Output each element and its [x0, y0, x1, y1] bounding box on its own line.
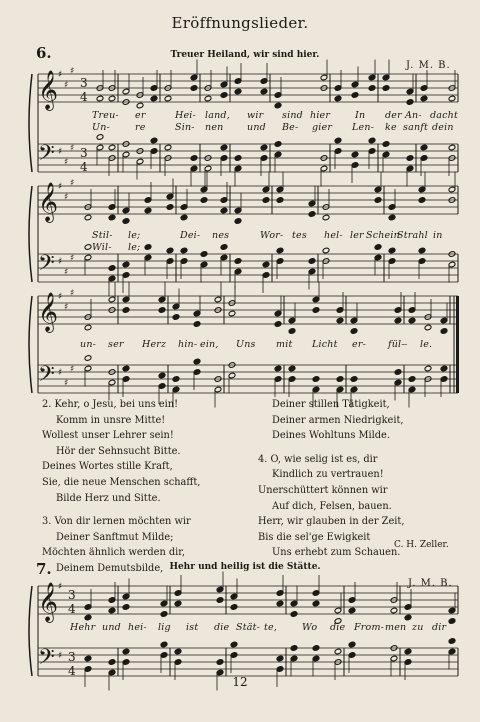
stanza-2: [42, 397, 252, 506]
lyric-syllable: -: [404, 339, 408, 350]
sharp-sign: ♯: [70, 253, 75, 264]
lyric-syllable: Wo: [302, 622, 318, 633]
hymn-title-6: Treuer Heiland, wir sind hier.: [170, 50, 320, 60]
note-head: [440, 365, 448, 372]
note-head-open: [84, 324, 92, 331]
note-head: [448, 638, 456, 645]
note-head: [351, 92, 359, 99]
lyric-syllable: Un-: [92, 122, 110, 133]
treble-clef-icon: 𝄞: [38, 582, 59, 622]
note-head: [368, 137, 376, 144]
note-head: [276, 197, 284, 204]
note-head: [108, 659, 116, 666]
lyric-syllable: Wor-: [260, 230, 284, 241]
note-head: [348, 607, 356, 614]
lyric-syllable: sanft: [403, 122, 428, 133]
lyric-syllable: hin-: [178, 339, 198, 350]
lyric-syllable: From-: [354, 622, 385, 633]
treble-clef-icon: 𝄞: [38, 182, 59, 222]
note-head: [190, 85, 198, 92]
note-head: [122, 365, 130, 372]
lyric-syllable: in: [433, 230, 443, 241]
note-head: [382, 141, 390, 148]
lyric-syllable: ein,: [200, 339, 219, 350]
hymn-title-7: Hehr und heilig ist die Stätte.: [169, 562, 321, 572]
note-head: [274, 141, 282, 148]
note-head: [374, 244, 382, 251]
lyric-syllable: Wil-: [92, 242, 112, 253]
note-head-open: [136, 102, 144, 109]
note-head: [274, 102, 282, 109]
note-head: [234, 258, 242, 265]
system-brace: [29, 296, 32, 393]
bass-clef-icon: 𝄢: [38, 645, 55, 675]
note-head: [193, 358, 201, 365]
sharp-sign: ♯: [58, 257, 63, 267]
note-head: [150, 95, 158, 102]
note-head: [220, 92, 228, 99]
note-head: [160, 641, 168, 648]
stanza-line: Deiner armen Niedrigkeit,: [272, 414, 404, 426]
lyric-syllable: gier: [312, 122, 333, 133]
note-head: [276, 247, 284, 254]
note-head: [122, 307, 130, 314]
lyric-syllable: men: [385, 622, 407, 633]
note-head: [200, 197, 208, 204]
lyric-syllable: In: [355, 110, 366, 121]
note-head: [84, 655, 92, 662]
note-head: [290, 611, 298, 618]
note-head-open: [164, 144, 172, 151]
note-head: [180, 214, 188, 221]
system-brace: [29, 74, 32, 172]
note-head: [408, 317, 416, 324]
lyric-syllable: hier: [310, 110, 331, 121]
note-head: [350, 376, 358, 383]
note-head: [418, 197, 426, 204]
sharp-sign: ♯: [70, 143, 75, 154]
note-head: [220, 207, 228, 214]
note-head: [418, 247, 426, 254]
note-head: [394, 369, 402, 376]
note-head-open: [424, 365, 432, 372]
note-head: [158, 307, 166, 314]
lyric-syllable: hel-: [324, 230, 343, 241]
lyric-syllable: der: [385, 110, 402, 121]
note-head: [216, 659, 224, 666]
sharp-sign: ♯: [70, 288, 75, 299]
note-head: [122, 261, 130, 268]
stanza-line: Hör der Sehnsucht Bitte.: [56, 445, 181, 457]
sharp-sign: ♯: [58, 147, 63, 157]
note-head: [274, 365, 282, 372]
lyric-syllable: dir: [432, 622, 447, 633]
note-head: [234, 155, 242, 162]
sharp-sign: ♯: [58, 368, 63, 378]
note-head: [368, 85, 376, 92]
time-signature: 4: [80, 160, 88, 174]
note-head: [440, 328, 448, 335]
sharp-sign: ♯: [64, 192, 69, 203]
note-head: [404, 648, 412, 655]
stanza-line: Möchten ähnlich werden dir,: [42, 547, 186, 559]
note-head: [220, 244, 228, 251]
note-head: [193, 321, 201, 328]
note-head: [166, 247, 174, 254]
note-head: [388, 247, 396, 254]
note-head-open: [424, 324, 432, 331]
composer-7: J. M. B.: [408, 578, 453, 589]
stanza-line: Sie, die neue Menschen schafft,: [42, 476, 201, 488]
lyric-syllable: re: [135, 122, 146, 133]
note-head-open: [228, 310, 236, 317]
note-head: [234, 218, 242, 225]
sharp-sign: ♯: [64, 267, 69, 278]
note-head: [234, 88, 242, 95]
stanza-line: Unerschüttert können wir: [258, 484, 388, 496]
lyric-syllable: und: [247, 122, 266, 133]
stanza-line: Komm in unsre Mitte!: [56, 414, 166, 426]
note-head-open: [322, 214, 330, 221]
time-signature: 4: [68, 602, 76, 616]
stanzas-left: [42, 397, 252, 577]
treble-clef-icon: 𝄞: [38, 70, 59, 110]
lyric-syllable: sind: [282, 110, 303, 121]
note-head: [158, 372, 166, 379]
lyric-syllable: ke: [385, 122, 397, 133]
lyric-syllable: Hei-: [175, 110, 196, 121]
stanza-line: Deines Wohltuns Milde.: [272, 430, 390, 442]
sharp-sign: ♯: [70, 178, 75, 189]
hymn-number-7: 7.: [36, 560, 52, 578]
note-head: [276, 655, 284, 662]
note-head: [150, 137, 158, 144]
note-head: [230, 641, 238, 648]
bass-clef-icon: 𝄢: [38, 362, 55, 392]
note-head-open: [84, 214, 92, 221]
lyric-syllable: wir: [247, 110, 264, 121]
note-head: [122, 218, 130, 225]
note-head: [308, 258, 316, 265]
note-head: [276, 600, 284, 607]
sharp-sign: ♯: [58, 651, 63, 661]
note-head: [334, 137, 342, 144]
sharp-sign: ♯: [64, 80, 69, 91]
lyric-syllable: nes: [212, 230, 230, 241]
note-head-open: [96, 95, 104, 102]
stanza-line: Deiner Sanftmut Milde;: [56, 531, 174, 543]
lyric-syllable: Len-: [352, 122, 375, 133]
composer-6: J. M. B.: [406, 60, 451, 71]
note-head: [172, 314, 180, 321]
note-head: [108, 607, 116, 614]
note-head: [290, 645, 298, 652]
section-title: Eröffnungslieder.: [171, 14, 309, 32]
stanzas-right: [258, 397, 458, 561]
note-head: [350, 328, 358, 335]
note-head: [200, 251, 208, 258]
note-head-open: [448, 144, 456, 151]
stanza-line: Bilde Herz und Sitte.: [56, 492, 161, 504]
note-head: [174, 648, 182, 655]
note-head: [404, 614, 412, 621]
note-head: [220, 144, 228, 151]
sharp-sign: ♯: [64, 157, 69, 168]
note-head: [420, 144, 428, 151]
note-head-open: [448, 95, 456, 102]
sharp-sign: ♯: [70, 364, 75, 375]
lyric-syllable: Stil-: [92, 230, 113, 241]
note-head-open: [108, 144, 116, 151]
note-head-open: [204, 95, 212, 102]
note-head-open: [108, 95, 116, 102]
lyric-syllable: Sin-: [175, 122, 195, 133]
note-head: [312, 376, 320, 383]
note-head: [374, 197, 382, 204]
sharp-sign: ♯: [58, 582, 63, 592]
lyricist-credit: C. H. Zeller.: [394, 540, 449, 550]
note-head: [190, 155, 198, 162]
note-head: [108, 214, 116, 221]
lyric-syllable: dacht: [430, 110, 459, 121]
note-head: [262, 261, 270, 268]
lyric-syllable: Schein: [366, 230, 400, 241]
stanza-line: Deiner stillen Tätigkeit,: [272, 399, 390, 410]
time-signature: 3: [80, 76, 88, 90]
time-signature: 4: [68, 664, 76, 678]
lyric-syllable: tes: [292, 230, 307, 241]
lyric-syllable: Treu-: [92, 110, 119, 121]
lyric-syllable: Stät-: [236, 622, 261, 633]
lyric-syllable: Be-: [282, 122, 299, 133]
lyric-syllable: le.: [420, 339, 433, 350]
note-head: [394, 317, 402, 324]
lyric-syllable: land,: [205, 110, 230, 121]
note-head: [180, 247, 188, 254]
note-head: [312, 645, 320, 652]
note-head: [216, 597, 224, 604]
lyric-syllable: Uns: [236, 339, 256, 350]
note-head: [448, 618, 456, 625]
note-head: [288, 328, 296, 335]
note-head: [172, 376, 180, 383]
lyric-syllable: Hehr: [70, 622, 96, 633]
note-head: [274, 321, 282, 328]
lyric-syllable: le;: [128, 242, 141, 253]
lyric-syllable: Strahl: [397, 230, 428, 241]
lyric-syllable: lig: [158, 622, 171, 633]
note-head: [336, 376, 344, 383]
sharp-sign: ♯: [70, 66, 75, 77]
stanza-line: Kindlich zu vertrauen!: [272, 469, 384, 481]
note-head-open: [84, 244, 92, 251]
lyric-syllable: le;: [128, 230, 141, 241]
lyric-syllable: An-: [405, 110, 422, 121]
note-head: [144, 207, 152, 214]
sharp-sign: ♯: [64, 378, 69, 389]
stanza-line: Deines Wortes stille Kraft,: [42, 461, 173, 473]
note-head-open: [164, 95, 172, 102]
lyric-syllable: ler: [350, 230, 364, 241]
note-head: [122, 604, 130, 611]
note-head: [312, 307, 320, 314]
sharp-sign: ♯: [58, 292, 63, 302]
lyric-syllable: er-: [352, 339, 366, 350]
note-head: [288, 365, 296, 372]
note-head-open: [334, 648, 342, 655]
stanza-line: 4. O, wie selig ist es, dir: [258, 453, 378, 465]
note-head-open: [322, 247, 330, 254]
note-head: [160, 611, 168, 618]
note-head: [108, 265, 116, 272]
lyric-syllable: er: [135, 110, 146, 121]
time-signature: 3: [68, 650, 76, 664]
note-head: [408, 376, 416, 383]
stanza-line: 3. Von dir lernen möchten wir: [42, 516, 191, 528]
note-head: [351, 151, 359, 158]
note-head: [230, 604, 238, 611]
note-head: [174, 600, 182, 607]
note-head: [260, 144, 268, 151]
note-head-open: [84, 355, 92, 362]
bass-clef-icon: 𝄢: [38, 251, 55, 281]
note-head: [262, 197, 270, 204]
stanza-line: Auf dich, Felsen, bauen.: [272, 500, 392, 512]
lyric-syllable: dein: [432, 122, 454, 133]
lyric-syllable: nen: [205, 122, 224, 133]
lyric-syllable: die: [214, 622, 230, 633]
note-head: [308, 211, 316, 218]
lyric-syllable: ser: [108, 339, 124, 350]
sharp-sign: ♯: [58, 182, 63, 192]
note-head: [406, 99, 414, 106]
note-head-open: [96, 134, 104, 141]
stanza-line: Uns erhebt zum Schauen.: [272, 547, 401, 559]
lyric-syllable: te,: [264, 622, 278, 633]
lyric-syllable: Herz: [142, 339, 167, 350]
stanza-line: 2. Kehr, o Jesu, bei uns ein!: [42, 399, 179, 410]
system-brace: [29, 186, 32, 282]
note-head: [122, 648, 130, 655]
note-head: [336, 317, 344, 324]
note-head: [348, 641, 356, 648]
time-signature: 3: [68, 588, 76, 602]
treble-clef-icon: 𝄞: [38, 292, 59, 332]
stanza-line: Wollest unser Lehrer sein!: [42, 430, 174, 442]
note-head: [334, 95, 342, 102]
stanza-line: Bis die sel'ge Ewigkeit: [258, 531, 371, 543]
sharp-sign: ♯: [58, 70, 63, 80]
bass-clef-icon: 𝄢: [38, 141, 55, 171]
note-head: [382, 85, 390, 92]
lyric-syllable: Licht: [312, 339, 338, 350]
hymn-number-6: 6.: [36, 44, 52, 62]
sharp-sign: ♯: [64, 302, 69, 313]
lyric-syllable: die: [330, 622, 346, 633]
lyric-syllable: mit: [276, 339, 293, 350]
lyric-syllable: un-: [80, 339, 97, 350]
time-signature: 3: [80, 146, 88, 160]
stanza-3-cont: [258, 397, 458, 444]
system-brace: [29, 586, 32, 676]
note-head: [420, 95, 428, 102]
stanza-line: Deinem Demutsbilde,: [56, 562, 164, 574]
stanza-line: Herr, wir glauben in der Zeit,: [258, 516, 405, 528]
page-number: 12: [232, 675, 248, 689]
note-head: [260, 88, 268, 95]
note-head: [406, 155, 414, 162]
lyric-syllable: fül-: [388, 339, 405, 350]
note-head-open: [390, 607, 398, 614]
lyric-syllable: Dei-: [180, 230, 201, 241]
lyric-syllable: hei-: [128, 622, 147, 633]
time-signature: 4: [80, 90, 88, 104]
note-head: [84, 614, 92, 621]
lyric-syllable: ist: [186, 622, 199, 633]
note-head: [166, 204, 174, 211]
note-head: [312, 600, 320, 607]
lyric-syllable: und: [102, 622, 121, 633]
note-head: [388, 214, 396, 221]
lyric-syllable: zu: [412, 622, 424, 633]
note-head: [144, 244, 152, 251]
